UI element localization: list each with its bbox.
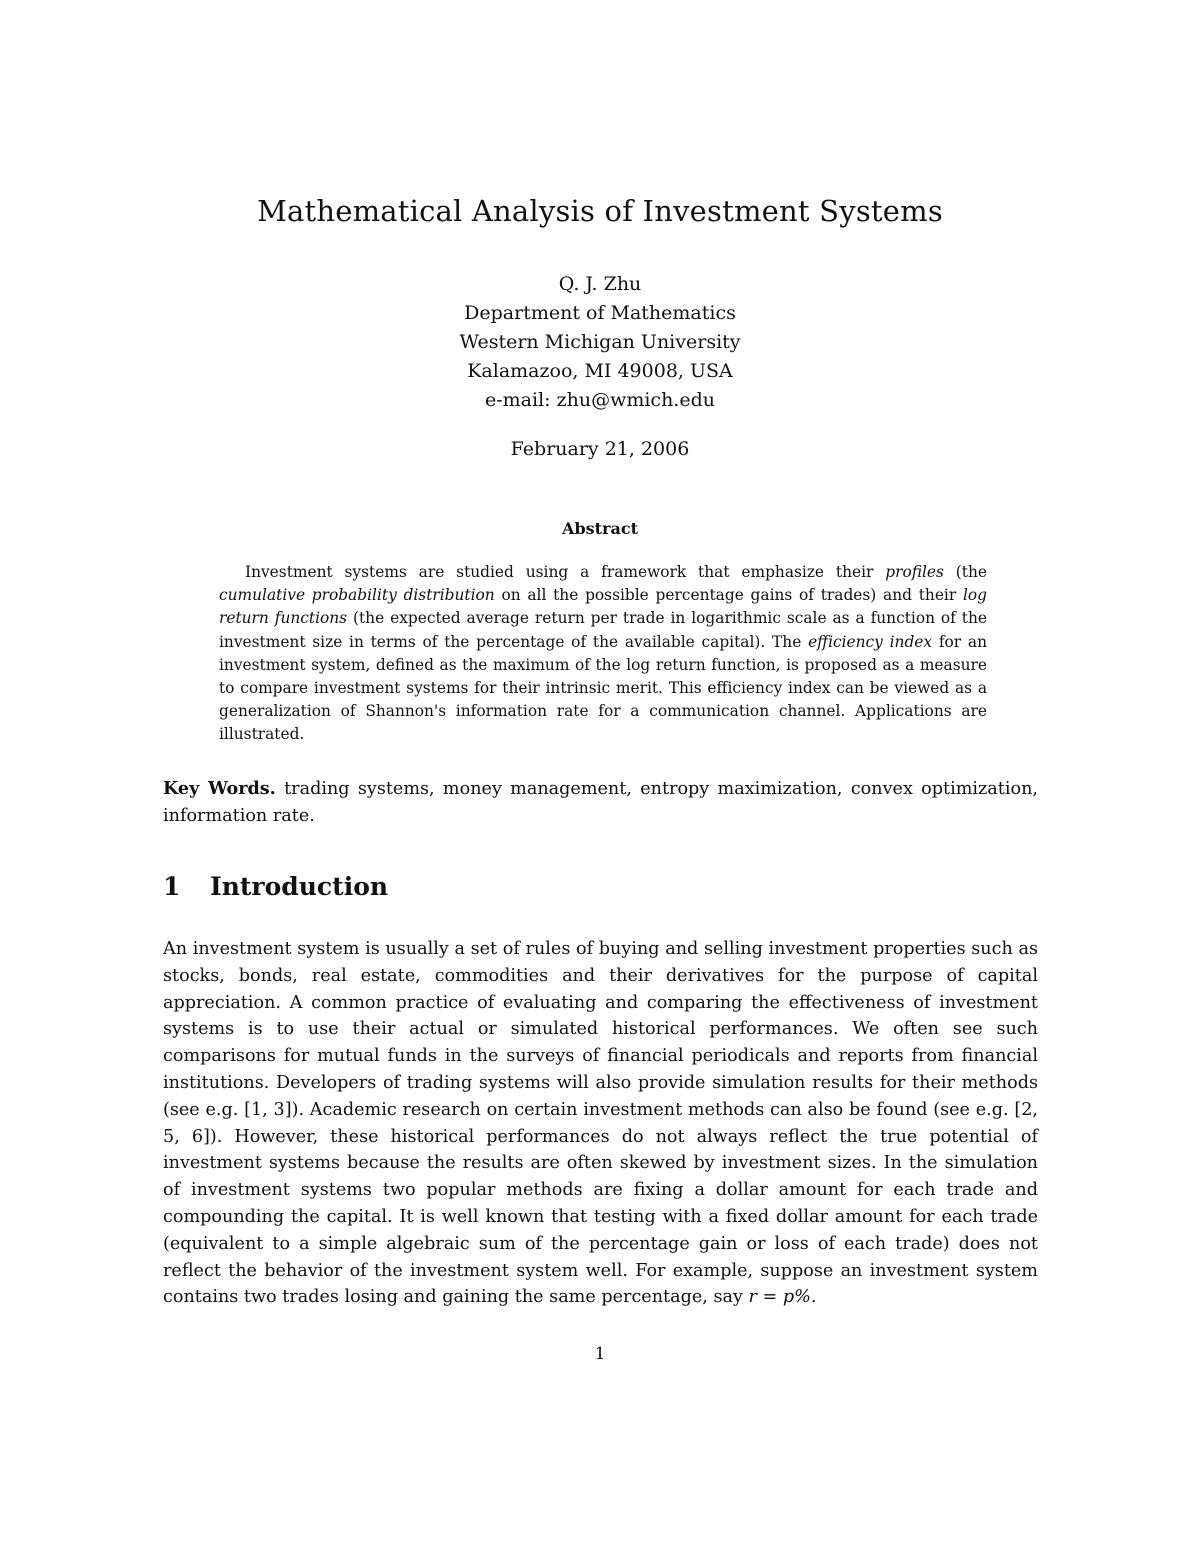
abstract-text-5: for an investment system, defined as the maximum of the log return function, is proposed as a measure to compare investment systems for their intrinsic merit. This efficiency index can be viewed as a generalization of Shannon's information rate for a communication channel. Applications are illustrated.	[219, 632, 987, 744]
abstract-text-2: (the	[943, 563, 987, 581]
section-title: Introduction	[210, 872, 389, 901]
author-department: Department of Mathematics	[464, 302, 736, 324]
keywords-label: Key Words.	[163, 778, 276, 799]
introduction-body	[163, 936, 1038, 1311]
keywords	[163, 775, 1038, 830]
abstract-heading: Abstract	[562, 519, 638, 538]
author-block	[0, 270, 1200, 415]
introduction-text: An investment system is usually a set of rules of buying and selling investment properties such as stocks, bonds, real estate, commodities and their derivatives for the purpose of capital appreciation. A common practice of evaluating and comparing the effectiveness of investment systems is to use their actual or simulated historical performances. We often see such comparisons for mutual funds in the surveys of financial periodicals and reports from financial institutions. Developers of trading systems will also provide simulation results for their methods (see e.g. [1, 3]). Academic research on certain investment methods can also be found (see e.g. [2, 5, 6]). However, these historical performances do not always reflect the true potential of investment systems because the results are often skewed by investment sizes. In the simulation of investment systems two popular methods are fixing a dollar amount for each trade and compounding the capital. It is well known that testing with a fixed dollar amount for each trade (equivalent to a simple algebraic sum of the percentage gain or loss of each trade) does not reflect the behavior of the investment system well. For example, suppose an investment system contains two trades losing and gaining the same percentage, say	[163, 939, 1038, 1308]
introduction-math: r = p%.	[748, 1287, 817, 1308]
abstract-term-log-return: log return functions	[219, 586, 987, 628]
abstract-body	[219, 561, 987, 747]
keywords-text: trading systems, money management, entropy maximization, convex optimization, information rate.	[163, 779, 1038, 826]
author-university: Western Michigan University	[459, 331, 741, 353]
author-address: Kalamazoo, MI 49008, USA	[467, 360, 733, 382]
abstract-text-1: Investment systems are studied using a framework that emphasize their	[245, 563, 886, 581]
paper-date: February 21, 2006	[510, 438, 690, 460]
page-number: 1	[594, 1344, 606, 1364]
section-number: 1	[163, 872, 181, 901]
abstract-text-4: (the expected average return per trade in logarithmic scale as a function of the investment size in terms of the percentage of the available capital). The	[219, 609, 987, 651]
abstract-text-3: on all the possible percentage gains of trades) and their	[494, 586, 963, 605]
author-email: e-mail: zhu@wmich.edu	[484, 389, 715, 411]
abstract-term-cumulative: cumulative probability distribution	[219, 586, 495, 605]
abstract-term-profiles: profiles	[885, 563, 944, 581]
section-heading-introduction	[163, 872, 388, 901]
paper-title: Mathematical Analysis of Investment Systems	[257, 194, 943, 228]
author-name: Q. J. Zhu	[558, 273, 642, 295]
abstract-term-efficiency-index: efficiency index	[808, 632, 933, 651]
